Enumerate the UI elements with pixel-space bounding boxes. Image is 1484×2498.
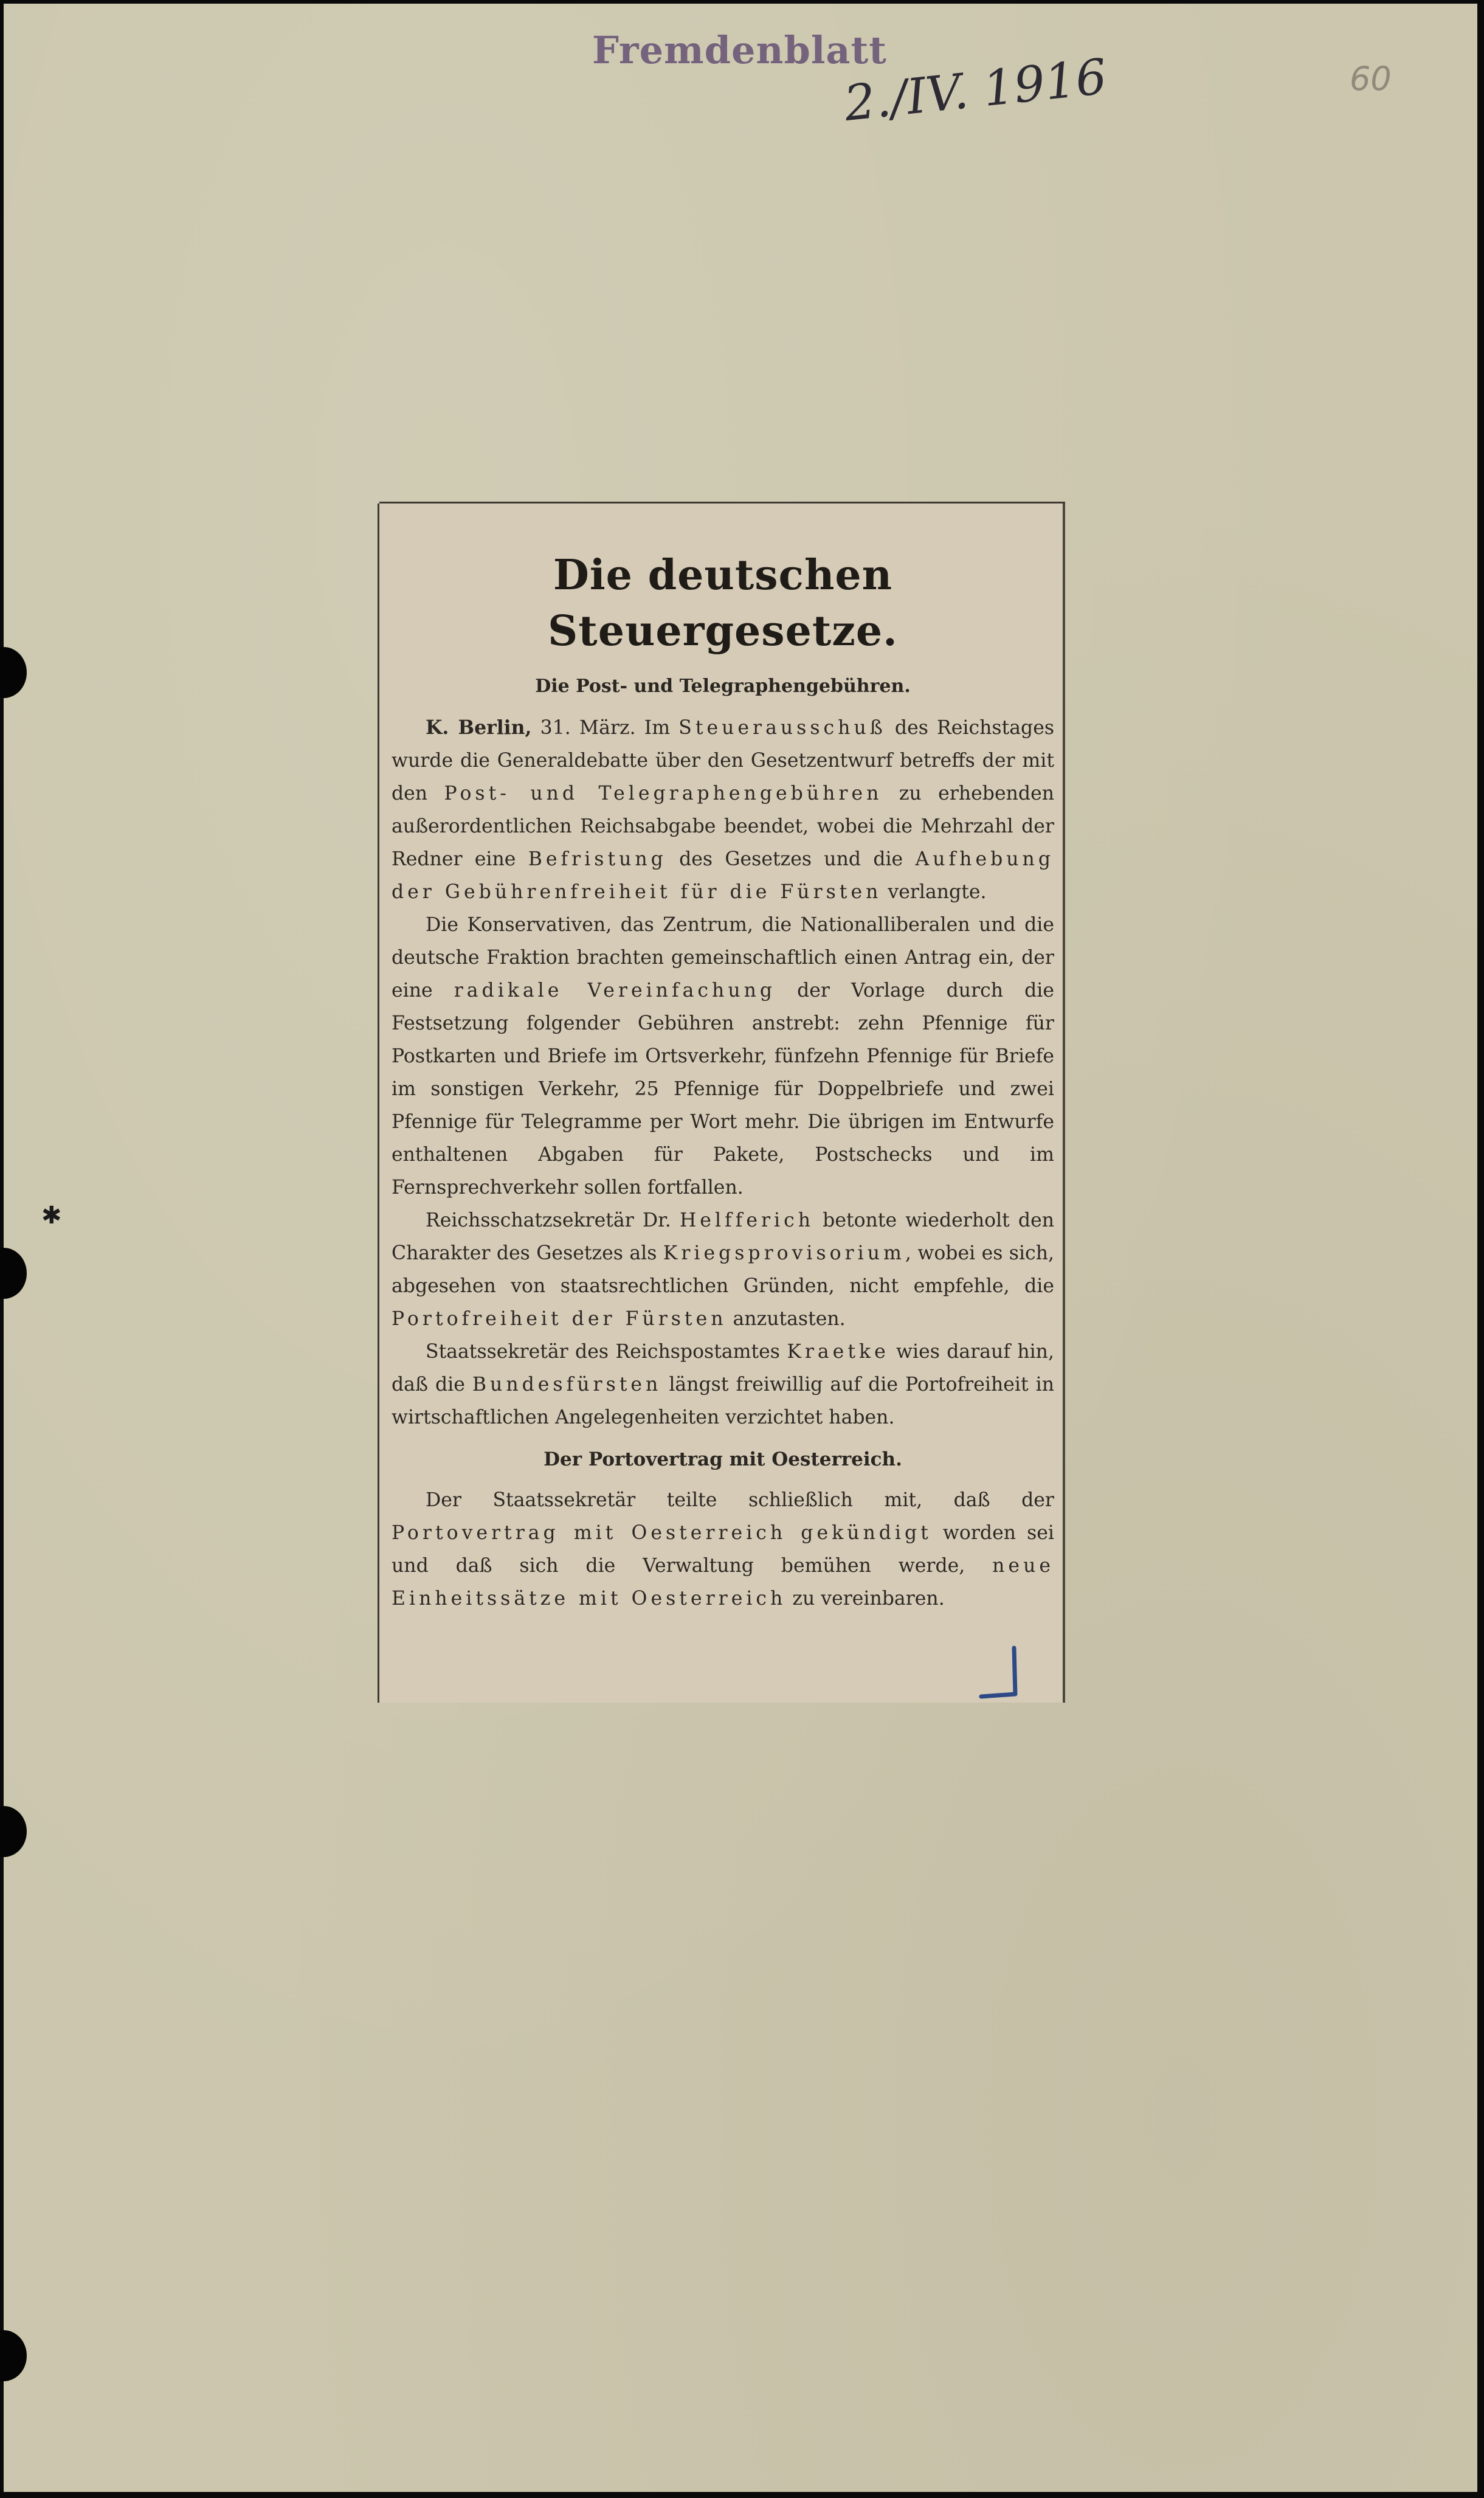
spaced-emphasis: Portofreiheit der Fürsten (392, 1308, 727, 1330)
spaced-emphasis: Kriegsprovisorium (663, 1242, 905, 1264)
spaced-emphasis: Steuerausschuß (678, 717, 886, 739)
newspaper-clipping (379, 503, 1065, 1703)
spaced-emphasis: Aufhebung der Gebührenfreiheit für die Fürsten (392, 848, 1055, 903)
punch-hole (0, 1248, 27, 1299)
spaced-emphasis: Bundesfürsten (472, 1374, 662, 1396)
text-run: des Gesetzes und die (666, 848, 916, 870)
text-run: zu erhebenden außerordentlichen Reichsabgabe beendet, wobei die Mehrzahl der Redner eine (392, 783, 1054, 870)
text-run: verlangte. (882, 881, 987, 903)
article-paragraph (392, 908, 1054, 1204)
punch-hole (0, 1806, 27, 1857)
article-paragraph (392, 1484, 1054, 1615)
punch-hole (0, 2330, 27, 2381)
spaced-emphasis: neue Einheitssätze mit Oesterreich (392, 1555, 1054, 1610)
clipping-content (392, 538, 1054, 1615)
archive-sheet (4, 4, 1477, 2492)
text-run: des Reichstages wurde die Generaldebatte über den Gesetzentwurf betreffs der mit den (392, 717, 1054, 804)
spaced-emphasis: Befristung (528, 848, 667, 870)
punch-hole (0, 647, 27, 698)
spaced-emphasis: Post- und Telegraphengebühren (444, 783, 883, 804)
spaced-emphasis: radikale Vereinfachung (454, 980, 776, 1002)
article-paragraph (392, 1204, 1054, 1335)
pencil-check-mark-icon (976, 1645, 1021, 1700)
dateline: K. Berlin, (426, 716, 532, 739)
text-run: Die Konservativen, das Zentrum, die Nationalliberalen und die deutsche Fraktion brachten gemeinschaftlich einen Antrag ein, der eine (392, 914, 1054, 1002)
text-run: betonte wiederholt den Charakter des Gesetzes als (392, 1209, 1054, 1264)
source-stamp: Fremdenblatt (592, 28, 887, 72)
section-heading: Der Portovertrag mit Oesterreich. (544, 1448, 902, 1470)
asterisk-mark-icon: ✱ (41, 1202, 62, 1230)
article-paragraph (392, 1335, 1054, 1434)
text-run: , wobei es sich, abgesehen von staatsrechtlichen Gründen, nicht empfehle, die (392, 1242, 1054, 1297)
text-run: worden sei und daß sich die Verwaltung bemühen werde, (392, 1522, 1054, 1577)
text-run: Staatssekretär des Reichspostamtes (426, 1341, 787, 1363)
text-run: wies darauf hin, daß die (392, 1341, 1054, 1396)
article-subheadline: Die Post- und Telegraphengebühren. (535, 676, 911, 697)
spaced-emphasis: Portovertrag mit Oesterreich gekündigt (392, 1522, 932, 1544)
folio-number: 60 (1350, 60, 1392, 98)
article-paragraph (392, 711, 1054, 908)
text-run: zu vereinbaren. (786, 1588, 945, 1610)
text-run: Der Staatssekretär teilte schließlich mit, daß der (426, 1489, 1054, 1511)
text-run: 31. März. Im (531, 717, 679, 739)
handwritten-date: 2./IV. 1916 (841, 48, 1110, 133)
text-run: anzutasten. (726, 1308, 846, 1330)
text-run: längst freiwillig auf die Portofreiheit in wirtschaftlichen Angelegenheiten verzichtet haben. (392, 1374, 1054, 1428)
article-headline: Die deutschen Steuergesetze. (548, 551, 898, 656)
text-run: der Vorlage durch die Festsetzung folgender Gebühren anstrebt: zehn Pfennige für Postkarten und Briefe im Ortsverkehr, fünfzehn Pfennige für Briefe im sonstigen Verkehr, 25 Pfennige für Doppelbriefe und zwei Pfennige für Telegramme per Wort mehr. Die übrigen im Entwurfe enthaltenen Abgaben für Pakete, Postschecks und im Fernsprechverkehr sollen fortfallen. (392, 980, 1054, 1199)
text-run: Reichsschatzsekretär Dr. (426, 1209, 680, 1231)
spaced-emphasis: Kraetke (787, 1341, 889, 1363)
spaced-emphasis: Helfferich (679, 1209, 815, 1231)
